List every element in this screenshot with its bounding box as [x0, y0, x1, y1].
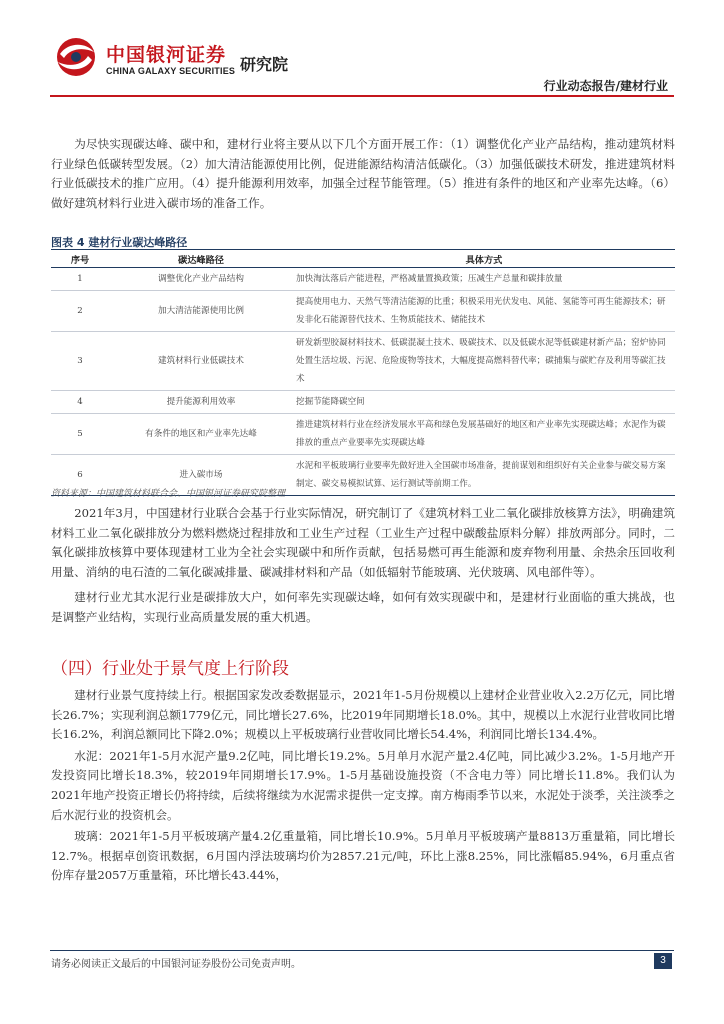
- page-number: 3: [654, 953, 672, 969]
- cell-method: 加快淘汰落后产能进程，严格减量置换政策；压减生产总量和碳排放量: [293, 268, 675, 291]
- cell-no: 1: [51, 268, 109, 291]
- table-row: [51, 414, 675, 455]
- cell-no: 6: [51, 455, 109, 496]
- body-paragraph: 水泥：2021年1-5月水泥产量9.2亿吨，同比增长19.2%。5月单月水泥产量2.4亿吨，同比减少3.2%。1-5月地产开发投资同比增长18.3%，较2019年同期增长17.9%。1-5月基础设施投资（不含电力等）同比增长11.8%。我们认为2021年地产投资正增长仍将持续，后续将继续为水泥需求提供一定支撑。南方梅雨季节以来，水泥处于淡季，关注淡季之后水泥行业的投资机会。: [51, 748, 675, 822]
- footer-divider: [50, 950, 674, 951]
- carbon-accounting-block: [51, 504, 675, 628]
- cell-method: 挖掘节能降碳空间: [293, 391, 675, 414]
- cell-method: 推进建筑材料行业在经济发展水平高和绿色发展基础好的地区和产业率先实现碳达峰；水泥作为碳排放的重点产业要率先实现碳达峰: [293, 414, 675, 455]
- brand-logo: [54, 34, 314, 84]
- cell-path: 加大清洁能源使用比例: [109, 291, 293, 332]
- table-header-row: [51, 250, 675, 268]
- table-source-note: 资料来源：中国建筑材料联合会、中国银河证券研究院整理: [51, 489, 286, 499]
- cell-method: 水泥和平板玻璃行业要率先做好进入全国碳市场准备，提前谋划和组织好有关企业参与碳交易方案制定、碳交易模拟试算、运行测试等前期工作。: [293, 455, 675, 496]
- report-type-label: 行业动态报告/建材行业: [543, 79, 668, 93]
- cell-method: 提高使用电力、天然气等清洁能源的比重；积极采用光伏发电、风能、氢能等可再生能源技术；研发非化石能源替代技术、生物质能技术、储能技术: [293, 291, 675, 332]
- section-heading: （四）行业处于景气度上行阶段: [51, 659, 289, 679]
- table-caption: 图表 4 建材行业碳达峰路径: [51, 236, 188, 249]
- body-paragraph: 建材行业景气度持续上行。根据国家发改委数据显示，2021年1-5月份规模以上建材企业营业收入2.2万亿元，同比增长26.7%；实现利润总额1779亿元，同比增长27.6%，比2019年同期增长18.0%。其中，规模以上水泥行业营收同比增长16.2%，利润总额同比下降2.0%；规模以上平板玻璃行业营收同比增长54.4%，利润同比增长134.4%。: [51, 688, 675, 742]
- cell-no: 5: [51, 414, 109, 455]
- header-cell-path: 碳达峰路径: [109, 250, 293, 268]
- logo-chinese-name: 中国银河证券: [106, 44, 227, 66]
- cell-path: 建筑材料行业低碳技术: [109, 332, 293, 391]
- logo-english-name: CHINA GALAXY SECURITIES: [106, 66, 236, 76]
- galaxy-logo-icon: [54, 34, 98, 80]
- cell-path: 调整优化产业产品结构: [109, 268, 293, 291]
- body-paragraph: 玻璃：2021年1-5月平板玻璃产量4.2亿重量箱，同比增长10.9%。5月单月平板玻璃产量8813万重量箱，同比增长12.7%。根据卓创资讯数据，6月国内浮法玻璃均价为2857.21元/吨，环比上涨8.25%，同比涨幅85.94%，6月重点省份库存量2057万重量箱，环比增长43.44%，: [51, 829, 675, 883]
- header-divider: [50, 95, 674, 97]
- cell-path: 提升能源利用效率: [109, 391, 293, 414]
- table-row: [51, 391, 675, 414]
- cell-no: 2: [51, 291, 109, 332]
- table-row: [51, 268, 675, 291]
- cell-no: 4: [51, 391, 109, 414]
- carbon-peak-path-table: [51, 249, 675, 496]
- cell-method: 研发新型胶凝材料技术、低碳混凝土技术、吸碳技术、以及低碳水泥等低碳建材新产品；窑炉协同处置生活垃圾、污泥、危险废物等技术，大幅度提高燃料替代率；碳捕集与碳贮存及利用等碳汇技术: [293, 332, 675, 391]
- footer-disclaimer: 请务必阅读正文最后的中国银河证券股份公司免责声明。: [51, 959, 301, 970]
- logo-institute-name: 研究院: [240, 55, 289, 74]
- header-cell-no: 序号: [51, 250, 109, 268]
- body-paragraph: 2021年3月，中国建材行业联合会基于行业实际情况，研究制订了《建筑材料工业二氧化碳排放核算方法》，明确建筑材料工业二氧化碳排放分为燃料燃烧过程排放和工业生产过程（工业生产过程中碳酸盐原料分解）排放两部分。同时，二氧化碳排放核算中要体现建材工业为全社会实现碳中和所作贡献，包括易燃可再生能源和废弃物利用量、余热余压回收利用量、消纳的电石渣的二氧化碳减排量、碳减排材料和产品（如低辐射节能玻璃、光伏玻璃、风电部件等）。: [51, 506, 675, 579]
- table-row: [51, 291, 675, 332]
- body-paragraph: 建材行业尤其水泥行业是碳排放大户，如何率先实现碳达峰，如何有效实现碳中和，是建材行业面临的重大挑战，也是调整产业结构，实现行业高质量发展的重大机遇。: [51, 590, 675, 624]
- cell-no: 3: [51, 332, 109, 391]
- table-row: [51, 332, 675, 391]
- header-cell-method: 具体方式: [293, 250, 675, 268]
- prosperity-block: [51, 686, 675, 886]
- intro-paragraph: 为尽快实现碳达峰、碳中和，建材行业将主要从以下几个方面开展工作：（1）调整优化产业产品结构，推动建筑材料行业绿色低碳转型发展。（2）加大清洁能源使用比例，促进能源结构清洁低碳化。（3）加强低碳技术研发，推进建筑材料行业低碳技术的推广应用。（4）提升能源利用效率，加强全过程节能管理。（5）推进有条件的地区和产业率先达峰。（6）做好建筑材料行业进入碳市场的准备工作。: [51, 137, 675, 210]
- intro-block: [51, 135, 675, 213]
- cell-path: 进入碳市场: [109, 455, 293, 496]
- cell-path: 有条件的地区和产业率先达峰: [109, 414, 293, 455]
